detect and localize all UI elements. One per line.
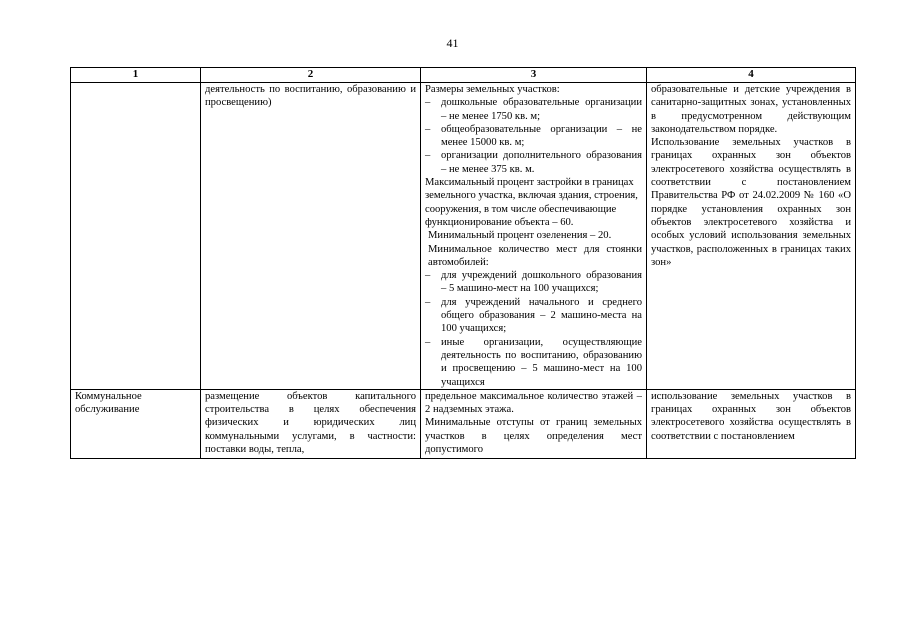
restriction-text-1: образовательные и детские учреждения в санитарно-защитных зонах, установленных в предусмотренном действующим законодательством порядке. xyxy=(651,84,851,135)
list-item: – организации дополнительного образования – не менее 375 кв. м. xyxy=(425,150,642,175)
row1-restrictions xyxy=(647,83,856,390)
size-additional: организации дополнительного образования – не менее 375 кв. м. xyxy=(441,150,642,175)
row2-description xyxy=(201,389,421,458)
max-build-percent: Максимальный процент застройки в границах земельного участка, включая здания, строения, сооружения, в том числе обеспечивающие функционирование объекта – 60. xyxy=(425,177,638,228)
row1-use-name xyxy=(71,83,201,390)
row2-parameters xyxy=(421,389,647,458)
table-row xyxy=(71,83,856,390)
row1-parameters xyxy=(421,83,647,390)
max-floors: предельное максимальное количество этажей – 2 надземных этажа. xyxy=(425,390,642,416)
parking-intro: Минимальное количество мест для стоянки автомобилей: xyxy=(428,243,642,268)
list-item: – общеобразовательные организации – не менее 15000 кв. м; xyxy=(425,123,642,149)
size-general: общеобразовательные организации – не менее 15000 кв. м; xyxy=(441,123,642,149)
column-header-3: 3 xyxy=(421,68,647,83)
list-item: – дошкольные образовательные организации – не менее 1750 кв. м; xyxy=(425,97,642,122)
size-preschool: дошкольные образовательные организации – не менее 1750 кв. м; xyxy=(441,97,642,122)
parking-preschool: для учреждений дошкольного образования – 5 машино-мест на 100 учащихся; xyxy=(441,270,642,295)
list-item: – иные организации, осуществляющие деятельность по воспитанию, образованию и просвещению – 5 машино-мест на 100 учащихся xyxy=(425,336,642,388)
min-setbacks: Минимальные отступы от границ земельных участков в целях определения мест допустимого xyxy=(425,417,642,456)
table-row xyxy=(71,389,856,458)
list-item: – для учреждений дошкольного образования – 5 машино-мест на 100 учащихся; xyxy=(425,270,642,295)
column-header-2: 2 xyxy=(201,68,421,83)
regulations-table xyxy=(70,67,856,459)
page-number: 41 xyxy=(446,36,459,50)
land-size-intro: Размеры земельных участков: xyxy=(425,84,560,95)
parking-other: иные организации, осуществляющие деятельность по воспитанию, образованию и просвещению – 5 машино-мест на 100 учащихся xyxy=(441,336,642,388)
row2-description-text: размещение объектов капитального строительства в целях обеспечения физических и юридических лиц коммунальными услугами, в частности: поставки воды, тепла, xyxy=(205,390,416,456)
row2-use-name-text: Коммунальное обслуживание xyxy=(75,390,142,416)
row2-restrictions xyxy=(647,389,856,458)
column-header-4: 4 xyxy=(647,68,856,83)
list-item: – для учреждений начального и среднего общего образования – 2 машино-места на 100 учащихся; xyxy=(425,296,642,335)
row1-description: деятельность по воспитанию, образованию и просвещению) xyxy=(201,83,421,390)
restriction-text-2: Использование земельных участков в границах охранных зон объектов электросетевого хозяйства осуществлять в соответствии с постановлением Правительства РФ от 24.02.2009 № 160 «О порядке установления охранных зон объектов электросетевого хозяйства и особых условий использования земельных участков, расположенных в границах таких зон» xyxy=(651,137,851,268)
table-header-row xyxy=(71,68,856,83)
parking-school: для учреждений начального и среднего общего образования – 2 машино-места на 100 учащихся; xyxy=(441,296,642,335)
row2-restrictions-text: использование земельных участков в границах охранных зон объектов электросетевого хозяйства осуществлять в соответствии с постановлением xyxy=(651,390,851,442)
column-header-1: 1 xyxy=(71,68,201,83)
min-green-percent: Минимальный процент озеленения – 20. xyxy=(428,230,612,242)
row2-use-name xyxy=(71,389,201,458)
